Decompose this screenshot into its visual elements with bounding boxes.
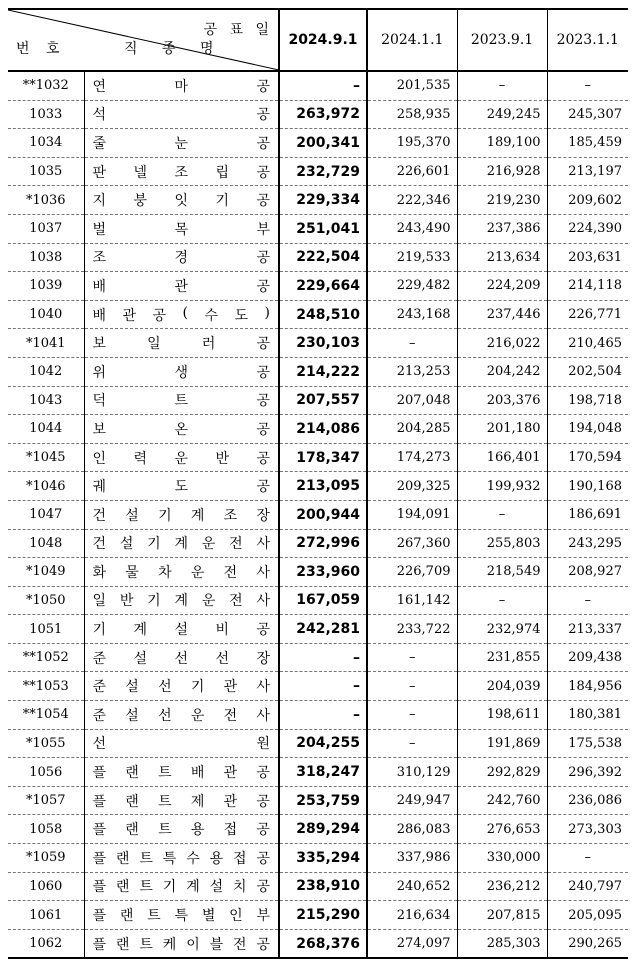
job-name-text: 덕 트 공 (92, 393, 270, 410)
table-row (8, 758, 628, 787)
job-name-text: 플 랜 트 제 관 공 (92, 793, 270, 810)
wage-value-2024-1-1: 161,142 (367, 586, 457, 615)
job-name-text: 연 마 공 (92, 78, 270, 95)
wage-value-2023-1-1: 202,504 (547, 357, 628, 386)
table-row (8, 472, 628, 501)
header-row (8, 9, 628, 71)
wage-value-2024-9-1: 268,376 (279, 929, 367, 958)
wage-value-2023-1-1: 185,459 (547, 129, 628, 158)
job-name (84, 643, 279, 672)
row-number: **1052 (8, 643, 84, 672)
wage-value-2024-9-1: 213,095 (279, 472, 367, 501)
wage-value-2024-1-1: 216,634 (367, 901, 457, 930)
date-header-2023-1-1: 2023.1.1 (547, 9, 628, 71)
wage-value-2024-9-1: 200,944 (279, 500, 367, 529)
wage-value-2024-9-1: 253,759 (279, 786, 367, 815)
job-name-label: 직 종 명 (124, 41, 224, 57)
wage-value-2023-9-1: 213,634 (457, 243, 547, 272)
table-row (8, 672, 628, 701)
wage-value-2024-1-1: 243,168 (367, 300, 457, 329)
wage-value-2023-1-1: 194,048 (547, 415, 628, 444)
job-name (84, 300, 279, 329)
job-name (84, 615, 279, 644)
job-name-text: 선 원 (92, 736, 270, 753)
wage-value-2023-1-1: 184,956 (547, 672, 628, 701)
wage-value-2024-1-1: 195,370 (367, 129, 457, 158)
job-name-text: 준 설 선 선 장 (92, 650, 270, 667)
job-name-text: 배 관 공 ( 수 도 ) (92, 304, 270, 324)
wage-value-2024-9-1: 272,996 (279, 529, 367, 558)
row-number: 1034 (8, 129, 84, 158)
table-row (8, 186, 628, 215)
job-name (84, 500, 279, 529)
wage-value-2024-1-1: – (367, 701, 457, 730)
job-name-text: 플 랜 트 특 별 인 부 (92, 908, 270, 925)
job-name-text: 줄 눈 공 (92, 135, 270, 152)
table-row (8, 872, 628, 901)
row-number: *1049 (8, 558, 84, 587)
table-row (8, 729, 628, 758)
table-row (8, 615, 628, 644)
job-name (84, 272, 279, 301)
wage-value-2024-9-1: 230,103 (279, 329, 367, 358)
row-number: 1060 (8, 872, 84, 901)
wage-value-2024-1-1: 204,285 (367, 415, 457, 444)
job-name (84, 729, 279, 758)
job-name-text: 화 물 차 운 전 사 (92, 564, 270, 581)
job-name (84, 243, 279, 272)
row-number: **1054 (8, 701, 84, 730)
wage-value-2024-9-1: 289,294 (279, 815, 367, 844)
wage-value-2024-9-1: – (279, 643, 367, 672)
wage-value-2024-1-1: 226,709 (367, 558, 457, 587)
job-name (84, 901, 279, 930)
row-number: *1055 (8, 729, 84, 758)
wage-value-2024-1-1: 240,652 (367, 872, 457, 901)
row-number: *1046 (8, 472, 84, 501)
wage-value-2024-9-1: 222,504 (279, 243, 367, 272)
job-name-text: 보 온 공 (92, 421, 270, 438)
wage-value-2024-9-1: 200,341 (279, 129, 367, 158)
job-name-text: 준 설 선 기 관 사 (92, 679, 270, 696)
table-row (8, 357, 628, 386)
wage-value-2023-1-1: 226,771 (547, 300, 628, 329)
job-name-text: 인 력 운 반 공 (92, 450, 270, 467)
table-row (8, 929, 628, 958)
wage-value-2024-9-1: 251,041 (279, 214, 367, 243)
wage-value-2023-9-1: 232,974 (457, 615, 547, 644)
wage-value-2023-1-1: 186,691 (547, 500, 628, 529)
wage-value-2024-1-1: 222,346 (367, 186, 457, 215)
row-number: 1061 (8, 901, 84, 930)
job-name (84, 472, 279, 501)
job-name (84, 529, 279, 558)
wage-value-2023-1-1: – (547, 586, 628, 615)
job-name (84, 386, 279, 415)
job-name (84, 758, 279, 787)
wage-value-2023-9-1: 199,932 (457, 472, 547, 501)
job-name (84, 357, 279, 386)
wage-value-2024-1-1: 226,601 (367, 157, 457, 186)
job-name (84, 872, 279, 901)
job-name (84, 100, 279, 129)
wage-value-2024-1-1: 233,722 (367, 615, 457, 644)
job-name (84, 129, 279, 158)
row-number: *1045 (8, 443, 84, 472)
wage-value-2023-9-1: 237,386 (457, 214, 547, 243)
wage-value-2023-9-1: 255,803 (457, 529, 547, 558)
job-name-text: 배 관 공 (92, 278, 270, 295)
job-name-text: 건 설 기 계 조 장 (92, 507, 270, 524)
job-name (84, 786, 279, 815)
wage-value-2024-1-1: 267,360 (367, 529, 457, 558)
wage-value-2024-1-1: 194,091 (367, 500, 457, 529)
table-row (8, 129, 628, 158)
wage-value-2023-1-1: 290,265 (547, 929, 628, 958)
table-row (8, 786, 628, 815)
wage-value-2024-1-1: – (367, 643, 457, 672)
wage-value-2023-1-1: 198,718 (547, 386, 628, 415)
wage-value-2024-1-1: 258,935 (367, 100, 457, 129)
wage-value-2024-9-1: 204,255 (279, 729, 367, 758)
wage-value-2024-9-1: 229,334 (279, 186, 367, 215)
job-name-text: 위 생 공 (92, 364, 270, 381)
wage-value-2023-9-1: 218,549 (457, 558, 547, 587)
wage-table (8, 8, 628, 959)
wage-value-2023-9-1: 242,760 (457, 786, 547, 815)
wage-value-2024-1-1: 209,325 (367, 472, 457, 501)
wage-value-2024-9-1: – (279, 672, 367, 701)
wage-value-2024-9-1: – (279, 701, 367, 730)
job-name-text: 석 공 (92, 107, 270, 124)
row-number: *1059 (8, 844, 84, 873)
wage-value-2023-9-1: 201,180 (457, 415, 547, 444)
job-name-text: 벌 목 부 (92, 221, 270, 238)
wage-value-2023-1-1: 213,337 (547, 615, 628, 644)
wage-value-2024-1-1: – (367, 329, 457, 358)
wage-value-2023-9-1: 237,446 (457, 300, 547, 329)
job-name (84, 701, 279, 730)
job-name-text: 플 랜 트 기 계 설 치 공 (92, 879, 270, 896)
wage-value-2023-9-1: 204,039 (457, 672, 547, 701)
wage-value-2023-1-1: 205,095 (547, 901, 628, 930)
wage-value-2024-9-1: 242,281 (279, 615, 367, 644)
table-row (8, 500, 628, 529)
table-row (8, 586, 628, 615)
wage-value-2023-1-1: 245,307 (547, 100, 628, 129)
wage-value-2023-1-1: 175,538 (547, 729, 628, 758)
row-number: 1038 (8, 243, 84, 272)
wage-value-2024-1-1: 219,533 (367, 243, 457, 272)
job-name (84, 443, 279, 472)
wage-value-2024-1-1: 213,253 (367, 357, 457, 386)
wage-value-2023-9-1: 285,303 (457, 929, 547, 958)
wage-value-2023-1-1: 273,303 (547, 815, 628, 844)
row-number: **1032 (8, 71, 84, 100)
job-name-text: 보 일 러 공 (92, 336, 270, 353)
wage-value-2024-1-1: 174,273 (367, 443, 457, 472)
wage-value-2024-9-1: 233,960 (279, 558, 367, 587)
row-number: 1043 (8, 386, 84, 415)
wage-value-2023-9-1: 292,829 (457, 758, 547, 787)
wage-value-2024-9-1: 214,222 (279, 357, 367, 386)
row-number: 1047 (8, 500, 84, 529)
wage-value-2023-9-1: 224,209 (457, 272, 547, 301)
wage-value-2024-1-1: 337,986 (367, 844, 457, 873)
diagonal-header-cell (8, 9, 279, 71)
table-row (8, 214, 628, 243)
wage-value-2024-1-1: 243,490 (367, 214, 457, 243)
wage-value-2024-9-1: 335,294 (279, 844, 367, 873)
row-number: 1042 (8, 357, 84, 386)
row-number: **1053 (8, 672, 84, 701)
table-row (8, 701, 628, 730)
table-row (8, 329, 628, 358)
wage-value-2023-1-1: 213,197 (547, 157, 628, 186)
wage-value-2024-1-1: 286,083 (367, 815, 457, 844)
wage-value-2023-1-1: 224,390 (547, 214, 628, 243)
wage-value-2024-1-1: 207,048 (367, 386, 457, 415)
wage-value-2023-9-1: – (457, 500, 547, 529)
date-header-2024-9-1: 2024.9.1 (279, 9, 367, 71)
row-number: *1050 (8, 586, 84, 615)
row-number: *1041 (8, 329, 84, 358)
job-name-text: 기 계 설 비 공 (92, 622, 270, 639)
job-name-text: 조 경 공 (92, 250, 270, 267)
wage-value-2024-9-1: 215,290 (279, 901, 367, 930)
row-number: 1039 (8, 272, 84, 301)
wage-value-2023-9-1: – (457, 586, 547, 615)
wage-value-2024-9-1: 248,510 (279, 300, 367, 329)
wage-value-2023-1-1: 236,086 (547, 786, 628, 815)
wage-value-2024-9-1: 229,664 (279, 272, 367, 301)
wage-value-2023-1-1: 240,797 (547, 872, 628, 901)
wage-table-container (8, 8, 628, 959)
table-row (8, 529, 628, 558)
job-name (84, 157, 279, 186)
job-name-text: 플 랜 트 케 이 블 전 공 (92, 936, 270, 953)
wage-value-2023-9-1: 166,401 (457, 443, 547, 472)
job-name (84, 815, 279, 844)
wage-value-2023-9-1: 207,815 (457, 901, 547, 930)
job-name-text: 판 넬 조 립 공 (92, 164, 270, 181)
wage-value-2023-9-1: 330,000 (457, 844, 547, 873)
wage-value-2023-1-1: 180,381 (547, 701, 628, 730)
wage-value-2024-9-1: – (279, 71, 367, 100)
table-row (8, 443, 628, 472)
row-number: *1036 (8, 186, 84, 215)
wage-value-2023-9-1: 249,245 (457, 100, 547, 129)
row-number: 1040 (8, 300, 84, 329)
wage-value-2023-9-1: 276,653 (457, 815, 547, 844)
row-number: 1037 (8, 214, 84, 243)
job-name (84, 415, 279, 444)
wage-value-2024-9-1: 318,247 (279, 758, 367, 787)
wage-value-2023-1-1: 210,465 (547, 329, 628, 358)
table-row (8, 386, 628, 415)
job-name (84, 186, 279, 215)
job-name (84, 329, 279, 358)
wage-value-2024-9-1: 238,910 (279, 872, 367, 901)
wage-value-2024-1-1: – (367, 729, 457, 758)
table-row (8, 272, 628, 301)
job-name (84, 586, 279, 615)
wage-value-2024-9-1: 178,347 (279, 443, 367, 472)
job-name (84, 672, 279, 701)
job-name-text: 플 랜 트 용 접 공 (92, 822, 270, 839)
wage-value-2023-9-1: – (457, 71, 547, 100)
table-row (8, 415, 628, 444)
wage-value-2024-1-1: 249,947 (367, 786, 457, 815)
row-number: 1056 (8, 758, 84, 787)
wage-value-2023-9-1: 189,100 (457, 129, 547, 158)
table-row (8, 243, 628, 272)
table-row (8, 558, 628, 587)
wage-value-2024-1-1: 310,129 (367, 758, 457, 787)
wage-value-2023-9-1: 204,242 (457, 357, 547, 386)
wage-value-2024-9-1: 214,086 (279, 415, 367, 444)
row-number: 1044 (8, 415, 84, 444)
wage-value-2023-1-1: 190,168 (547, 472, 628, 501)
wage-value-2023-1-1: – (547, 844, 628, 873)
wage-value-2024-9-1: 167,059 (279, 586, 367, 615)
job-name (84, 71, 279, 100)
job-name-text: 건 설 기 계 운 전 사 (92, 536, 270, 553)
table-row (8, 643, 628, 672)
wage-value-2023-9-1: 203,376 (457, 386, 547, 415)
date-header-2024-1-1: 2024.1.1 (367, 9, 457, 71)
wage-value-2024-1-1: 201,535 (367, 71, 457, 100)
wage-value-2023-1-1: 243,295 (547, 529, 628, 558)
row-number: 1051 (8, 615, 84, 644)
table-row (8, 300, 628, 329)
published-date-label: 공 표 일 (203, 22, 273, 38)
wage-value-2023-9-1: 216,928 (457, 157, 547, 186)
table-body (8, 71, 628, 958)
wage-value-2023-1-1: 203,631 (547, 243, 628, 272)
wage-value-2023-1-1: 209,602 (547, 186, 628, 215)
wage-value-2023-1-1: 209,438 (547, 643, 628, 672)
wage-value-2023-9-1: 236,212 (457, 872, 547, 901)
job-name-text: 지 붕 잇 기 공 (92, 193, 270, 210)
wage-value-2023-1-1: 214,118 (547, 272, 628, 301)
wage-value-2023-1-1: – (547, 71, 628, 100)
wage-value-2023-1-1: 208,927 (547, 558, 628, 587)
wage-value-2023-9-1: 191,869 (457, 729, 547, 758)
wage-value-2024-1-1: – (367, 672, 457, 701)
row-number: 1062 (8, 929, 84, 958)
job-name (84, 929, 279, 958)
date-header-2023-9-1: 2023.9.1 (457, 9, 547, 71)
wage-value-2024-9-1: 263,972 (279, 100, 367, 129)
job-name (84, 844, 279, 873)
row-number: 1058 (8, 815, 84, 844)
job-name-text: 일 반 기 계 운 전 사 (92, 593, 270, 610)
job-name (84, 214, 279, 243)
wage-value-2023-1-1: 296,392 (547, 758, 628, 787)
job-name-text: 플 랜 트 배 관 공 (92, 765, 270, 782)
wage-value-2024-1-1: 229,482 (367, 272, 457, 301)
wage-value-2023-9-1: 219,230 (457, 186, 547, 215)
table-row (8, 815, 628, 844)
job-name-text: 궤 도 공 (92, 479, 270, 496)
table-row (8, 901, 628, 930)
job-name (84, 558, 279, 587)
wage-value-2023-9-1: 231,855 (457, 643, 547, 672)
wage-value-2023-9-1: 198,611 (457, 701, 547, 730)
table-row (8, 844, 628, 873)
wage-value-2024-1-1: 274,097 (367, 929, 457, 958)
wage-value-2023-1-1: 170,594 (547, 443, 628, 472)
wage-value-2023-9-1: 216,022 (457, 329, 547, 358)
job-name-text: 플 랜 트 특 수 용 접 공 (92, 850, 270, 867)
row-number: *1057 (8, 786, 84, 815)
job-name-text: 준 설 선 운 전 사 (92, 707, 270, 724)
row-number: 1048 (8, 529, 84, 558)
row-number: 1035 (8, 157, 84, 186)
table-row (8, 100, 628, 129)
number-label: 번 호 (16, 41, 66, 57)
table-row (8, 157, 628, 186)
table-row (8, 71, 628, 100)
row-number: 1033 (8, 100, 84, 129)
wage-value-2024-9-1: 207,557 (279, 386, 367, 415)
wage-value-2024-9-1: 232,729 (279, 157, 367, 186)
